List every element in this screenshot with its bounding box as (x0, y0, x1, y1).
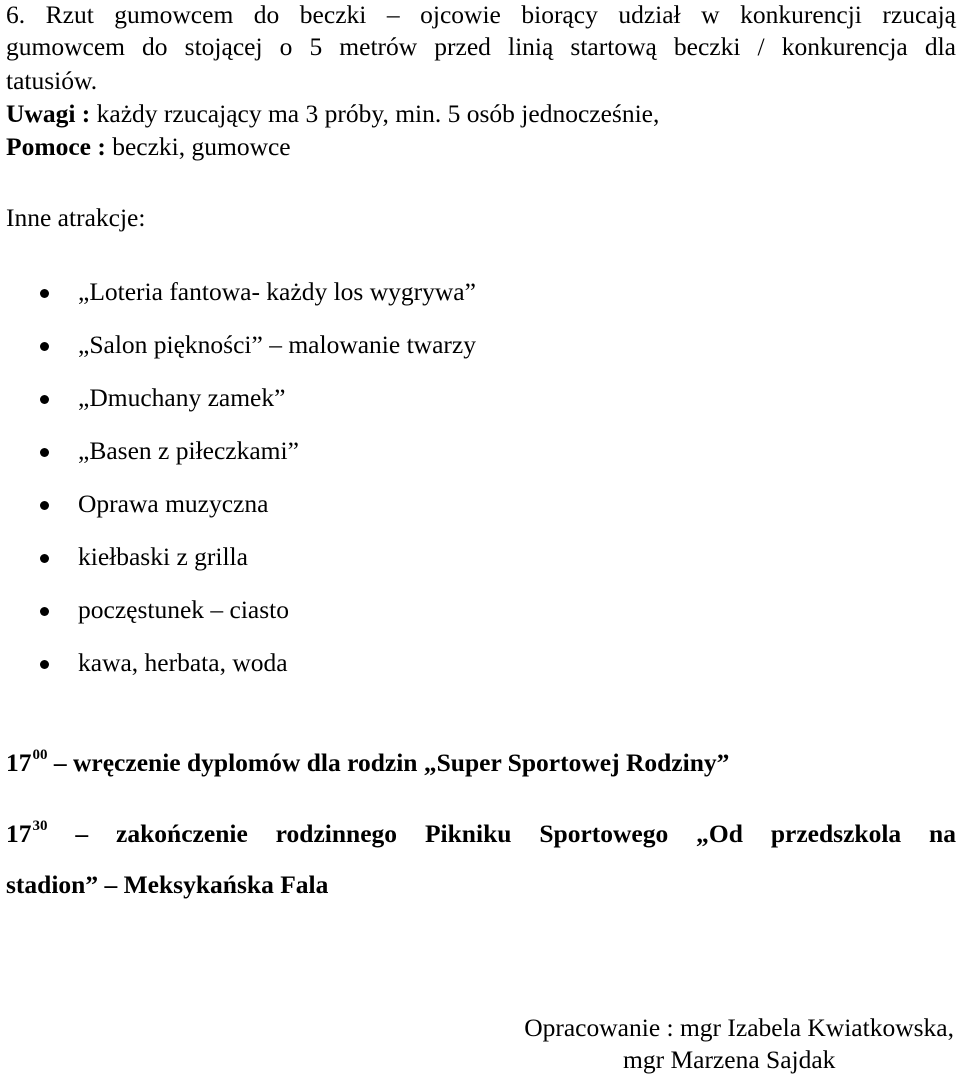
pomoce-label: Pomoce : (6, 132, 106, 161)
list-item-label: „Salon piękności” – malowanie twarzy (78, 330, 476, 359)
uwagi-line (6, 99, 659, 129)
attractions-heading: Inne atrakcje: (6, 203, 146, 232)
pomoce-text: beczki, gumowce (105, 132, 291, 161)
bullet-icon (40, 395, 49, 404)
list-item-label: „Loteria fantowa- każdy los wygrywa” (78, 277, 476, 306)
list-item-label: „Basen z piłeczkami” (78, 436, 299, 465)
schedule-hour: 17 (6, 748, 32, 777)
schedule-item-2-line-1 (6, 819, 956, 853)
schedule-minutes: 30 (32, 818, 48, 834)
bullet-icon (40, 660, 49, 669)
list-item-label: „Dmuchany zamek” (78, 383, 286, 412)
schedule-item-2-line-2: stadion” – Meksykańska Fala (6, 870, 329, 899)
bullet-icon (40, 501, 49, 510)
uwagi-label: Uwagi : (6, 99, 91, 128)
list-item-label: Oprawa muzyczna (78, 489, 269, 518)
schedule-minutes: 00 (32, 747, 48, 763)
bullet-icon (40, 554, 49, 563)
uwagi-text: każdy rzucający ma 3 próby, min. 5 osób jednocześnie, (90, 99, 660, 128)
bullet-icon (40, 289, 49, 298)
intro-line-2: gumowcem do stojącej o 5 metrów przed linią startową beczki / konkurencja dla (6, 32, 956, 61)
bullet-icon (40, 342, 49, 351)
bullet-icon (40, 607, 49, 616)
bullet-icon (40, 448, 49, 457)
intro-line-3: tatusiów. (6, 66, 98, 95)
list-item-label: poczęstunek – ciasto (78, 595, 290, 624)
schedule-hour: 17 (6, 819, 32, 848)
signature-line-2: mgr Marzena Sajdak (623, 1045, 836, 1074)
list-item-label: kawa, herbata, woda (78, 648, 288, 677)
intro-line-1: 6. Rzut gumowcem do beczki – ojcowie biorący udział w konkurencji rzucają (6, 0, 956, 29)
schedule-text: – zakończenie rodzinnego Pikniku Sportowego „Od przedszkola na (47, 819, 956, 848)
schedule-item-1 (6, 748, 729, 782)
pomoce-line (6, 132, 291, 162)
list-item-label: kiełbaski z grilla (78, 542, 248, 571)
schedule-text: – wręczenie dyplomów dla rodzin „Super Sportowej Rodziny” (47, 748, 730, 777)
signature-line-1: Opracowanie : mgr Izabela Kwiatkowska, (524, 1013, 954, 1042)
